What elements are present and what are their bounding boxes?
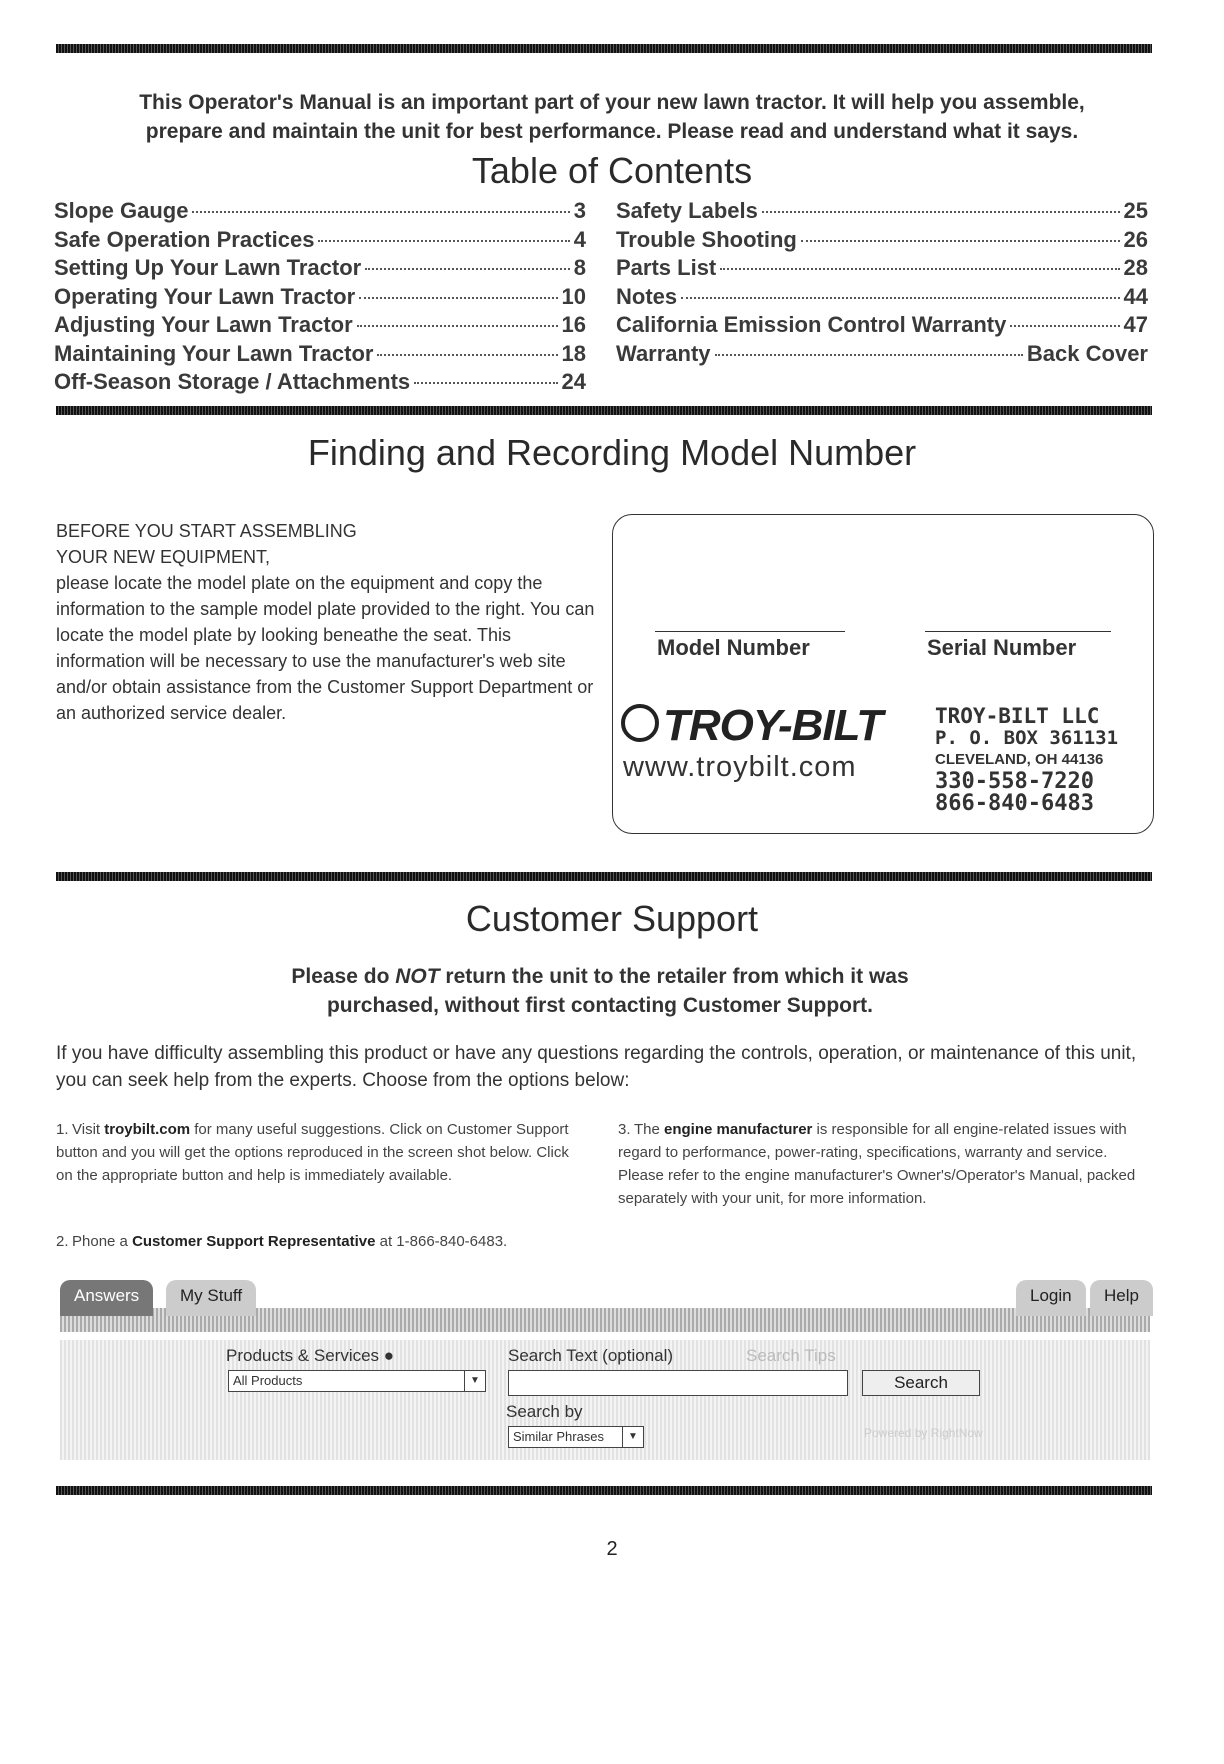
toc-leader bbox=[318, 240, 569, 242]
model-number-label: Model Number bbox=[657, 635, 810, 660]
support-section-title: Customer Support bbox=[465, 898, 759, 939]
option-3-post: is responsible for all engine-related issues with regard to performance, power-rating, specifications, warranty and service. Please refer to the engine manufacturer's Owner's/Operator's Manual, packed separately with your unit, for more information. bbox=[618, 1121, 1136, 1207]
option-2-bold: Customer Support Representative bbox=[132, 1233, 376, 1250]
toc-entry-page: 8 bbox=[573, 255, 586, 280]
toc-entry-page: 28 bbox=[1123, 255, 1148, 280]
support-warning-pre: Please do bbox=[291, 965, 396, 988]
search-tips-link[interactable]: Search Tips bbox=[746, 1346, 836, 1365]
bottom-rule bbox=[56, 1486, 1152, 1495]
search-input[interactable] bbox=[508, 1370, 848, 1396]
option-number: 3. bbox=[618, 1121, 631, 1138]
toc-entry-title: Operating Your Lawn Tractor bbox=[54, 283, 356, 309]
toc-entry-page: Back Cover bbox=[1026, 340, 1148, 366]
toc-entry-page: 18 bbox=[561, 340, 586, 366]
support-warning-post: return the unit to the retailer from which it was bbox=[439, 965, 909, 988]
toc-entry-title: Safety Labels bbox=[616, 198, 758, 223]
toc-entry-page: 16 bbox=[561, 312, 586, 337]
toc-entry-page: 3 bbox=[573, 198, 586, 223]
plate-phone-1: 330-558-7220 bbox=[935, 769, 1094, 794]
option-2-pre: Phone a bbox=[72, 1233, 133, 1250]
toc-entry-page: 25 bbox=[1123, 198, 1148, 223]
search-by-select[interactable] bbox=[508, 1426, 644, 1448]
chevron-down-icon: ▼ bbox=[464, 1371, 485, 1391]
toc-entry[interactable] bbox=[54, 341, 586, 370]
toc-entry-page: 4 bbox=[573, 226, 586, 252]
toc-entry-title: Parts List bbox=[616, 255, 717, 280]
powered-by: Powered by RightNow bbox=[864, 1426, 983, 1440]
plate-phone-2: 866-840-6483 bbox=[935, 791, 1094, 816]
toc-entry[interactable] bbox=[54, 312, 586, 341]
toc-leader bbox=[801, 240, 1120, 242]
plate-website: www.troybilt.com bbox=[623, 751, 857, 783]
toc-right-column bbox=[616, 198, 1148, 369]
help-button[interactable]: Help bbox=[1090, 1280, 1153, 1316]
option-2-post: at 1-866-840-6483. bbox=[375, 1233, 508, 1250]
search-form bbox=[60, 1340, 1150, 1460]
option-3-pre: The bbox=[634, 1121, 665, 1138]
login-button[interactable]: Login bbox=[1016, 1280, 1086, 1316]
toc-entry[interactable] bbox=[616, 312, 1148, 341]
toc-leader bbox=[715, 354, 1023, 356]
toc-leader bbox=[1010, 325, 1119, 327]
section-rule bbox=[56, 872, 1152, 881]
toc-leader bbox=[359, 297, 557, 299]
search-by-value: Similar Phrases bbox=[513, 1429, 605, 1444]
toc-leader bbox=[681, 297, 1119, 299]
products-select[interactable] bbox=[228, 1370, 486, 1392]
toc-entry[interactable] bbox=[54, 227, 586, 256]
serial-number-line bbox=[925, 631, 1111, 632]
toc-entry[interactable] bbox=[54, 255, 586, 284]
page-number: 2 bbox=[606, 1538, 618, 1560]
model-body: please locate the model plate on the equipment and copy the information to the sample model plate provided to the right. You can locate the model plate by looking beneathe the seat. This information will be necessary to use the manufacturer's web site and/or obtain assistance from the Customer Support Department or an authorized service dealer. bbox=[56, 573, 595, 723]
search-text-label: Search Text (optional) bbox=[508, 1346, 674, 1365]
option-3-bold: engine manufacturer bbox=[664, 1121, 813, 1138]
logo-text: TROY-BILT bbox=[663, 701, 883, 750]
toc-leader bbox=[414, 382, 557, 384]
tab-answers[interactable]: Answers bbox=[60, 1280, 153, 1316]
section-rule bbox=[56, 406, 1152, 415]
toc-entry-title: California Emission Control Warranty bbox=[616, 312, 1007, 337]
toc-leader bbox=[720, 268, 1119, 270]
model-heading-line-2: YOUR NEW EQUIPMENT, bbox=[56, 547, 271, 567]
toc-leader bbox=[192, 211, 569, 213]
option-number: 2. bbox=[56, 1233, 69, 1250]
toc-entry-page: 24 bbox=[561, 369, 586, 394]
toc-left-column bbox=[54, 198, 586, 398]
toc-entry-title: Adjusting Your Lawn Tractor bbox=[54, 312, 353, 337]
model-instructions bbox=[56, 518, 596, 726]
option-1-post: for many useful suggestions. Click on Customer Support button and you will get the options reproduced in the screen shot below. Click on the appropriate button and help is immediately available. bbox=[56, 1121, 569, 1184]
support-warning-line-2: purchased, without first contacting Customer Support. bbox=[326, 994, 874, 1017]
model-heading-line-1: BEFORE YOU START ASSEMBLING bbox=[56, 521, 357, 541]
plate-company: TROY-BILT LLC bbox=[935, 704, 1100, 728]
info-icon: ● bbox=[383, 1346, 395, 1365]
toc-entry[interactable] bbox=[616, 227, 1148, 256]
products-label bbox=[226, 1346, 394, 1366]
serial-number-label: Serial Number bbox=[927, 635, 1077, 660]
toc-entry[interactable] bbox=[616, 284, 1148, 313]
option-1-pre: Visit bbox=[72, 1121, 105, 1138]
search-by-label: Search by bbox=[506, 1402, 583, 1421]
toc-entry-title: Slope Gauge bbox=[54, 198, 189, 223]
toc-leader bbox=[377, 354, 557, 356]
toc-entry[interactable] bbox=[616, 341, 1148, 370]
tab-my-stuff[interactable]: My Stuff bbox=[166, 1280, 256, 1316]
plate-city: CLEVELAND, OH 44136 bbox=[935, 751, 1104, 768]
toc-leader bbox=[762, 211, 1120, 213]
toc-entry-page: 10 bbox=[561, 283, 586, 309]
model-section-title: Finding and Recording Model Number bbox=[307, 432, 917, 473]
toc-entry-title: Off-Season Storage / Attachments bbox=[54, 369, 411, 394]
top-rule bbox=[56, 44, 1152, 53]
plate-pobox: P. O. BOX 361131 bbox=[935, 727, 1119, 749]
chevron-down-icon: ▼ bbox=[622, 1427, 643, 1447]
intro-line-2: prepare and maintain the unit for best performance. Please read and understand what it says. bbox=[145, 120, 1079, 143]
support-screenshot bbox=[60, 1280, 1150, 1764]
toc-title: Table of Contents bbox=[471, 150, 753, 191]
toc-entry[interactable] bbox=[54, 284, 586, 313]
option-1-link[interactable]: troybilt.com bbox=[104, 1121, 191, 1138]
plate-address bbox=[935, 705, 1118, 815]
products-label-text: Products & Services bbox=[226, 1346, 380, 1365]
toc-entry-title: Warranty bbox=[616, 340, 711, 366]
intro-line-1: This Operator's Manual is an important part of your new lawn tractor. It will help you assemble, bbox=[139, 91, 1085, 114]
search-button[interactable]: Search bbox=[862, 1370, 980, 1396]
support-option-2 bbox=[56, 1230, 596, 1253]
toc-entry-title: Notes bbox=[616, 283, 678, 309]
support-option-3 bbox=[618, 1118, 1150, 1210]
toc-leader bbox=[357, 325, 558, 327]
toc-entry-title: Trouble Shooting bbox=[616, 226, 797, 252]
support-paragraph: If you have difficulty assembling this product or have any questions regarding the controls, operation, or maintenance of this unit, you can seek help from the experts. Choose from the options below: bbox=[56, 1043, 1137, 1091]
toc-entry-title: Setting Up Your Lawn Tractor bbox=[54, 255, 362, 280]
toc-leader bbox=[365, 268, 570, 270]
toc-entry-page: 44 bbox=[1123, 283, 1148, 309]
toc-entry-page: 26 bbox=[1123, 226, 1148, 252]
toc-entry-title: Maintaining Your Lawn Tractor bbox=[54, 340, 374, 366]
support-warning-not: NOT bbox=[395, 965, 440, 988]
support-warning bbox=[0, 962, 1200, 1020]
toc-entry-title: Safe Operation Practices bbox=[54, 226, 315, 252]
troy-bilt-logo bbox=[621, 701, 882, 751]
products-select-value: All Products bbox=[233, 1373, 303, 1388]
support-option-1 bbox=[56, 1118, 586, 1187]
option-number: 1. bbox=[56, 1121, 69, 1138]
sample-model-plate bbox=[612, 514, 1154, 834]
toc-entry[interactable] bbox=[54, 198, 586, 227]
intro-text bbox=[56, 88, 1168, 146]
model-number-line bbox=[655, 631, 845, 632]
toc-entry[interactable] bbox=[616, 198, 1148, 227]
toc-entry-page: 47 bbox=[1123, 312, 1148, 337]
toc-entry[interactable] bbox=[616, 255, 1148, 284]
toc-entry[interactable] bbox=[54, 369, 586, 398]
logo-ring-icon bbox=[621, 704, 659, 742]
